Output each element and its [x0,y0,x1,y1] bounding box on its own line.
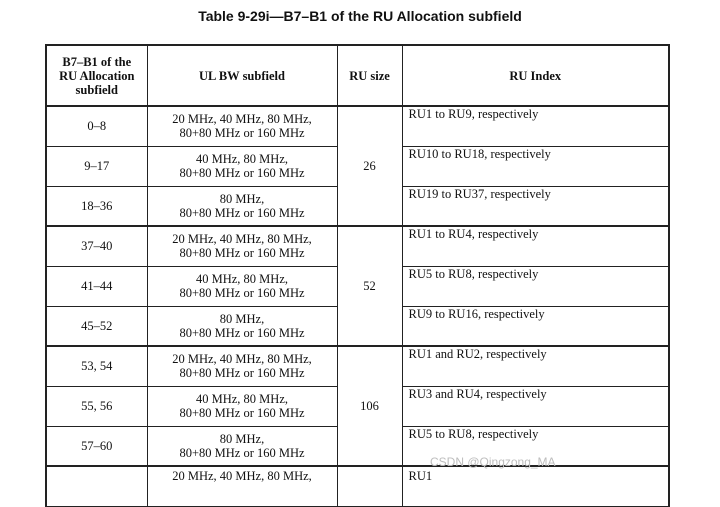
ul-bw-cell: 40 MHz, 80 MHz, 80+80 MHz or 160 MHz [147,146,337,186]
ru-index-cell: RU9 to RU16, respectively [402,306,669,346]
header-bits: B7–B1 of the RU Allocation subfield [46,45,147,106]
ru-index-cell: RU1 and RU2, respectively [402,346,669,386]
table-title: Table 9-29i—B7–B1 of the RU Allocation subfield [198,8,522,24]
ru-index-cell: RU5 to RU8, respectively [402,426,669,466]
ru-index-cell: RU19 to RU37, respectively [402,186,669,226]
ru-index-cell: RU1 [402,466,669,506]
header-ul-bw: UL BW subfield [147,45,337,106]
header-ru-size: RU size [337,45,402,106]
ul-bw-cell: 20 MHz, 40 MHz, 80 MHz, 80+80 MHz or 160 MHz [147,346,337,386]
ru-allocation-table [45,44,670,507]
ru-size-cell [337,466,402,506]
ru-index-cell: RU10 to RU18, respectively [402,146,669,186]
bits-cell: 0–8 [46,106,147,146]
ul-bw-cell: 80 MHz, 80+80 MHz or 160 MHz [147,426,337,466]
bits-cell: 41–44 [46,266,147,306]
header-row [46,45,669,106]
table-row [46,346,669,386]
bits-cell: 53, 54 [46,346,147,386]
ul-bw-cell: 20 MHz, 40 MHz, 80 MHz, 80+80 MHz or 160 MHz [147,106,337,146]
header-ru-index: RU Index [402,45,669,106]
ru-index-cell: RU5 to RU8, respectively [402,266,669,306]
bits-cell: 18–36 [46,186,147,226]
ru-size-cell: 26 [337,106,402,226]
ru-index-cell: RU3 and RU4, respectively [402,386,669,426]
bits-cell: 9–17 [46,146,147,186]
bits-cell: 37–40 [46,226,147,266]
ru-size-cell: 106 [337,346,402,466]
ru-index-cell: RU1 to RU9, respectively [402,106,669,146]
ul-bw-cell: 20 MHz, 40 MHz, 80 MHz, [147,466,337,506]
bits-cell: 57–60 [46,426,147,466]
ul-bw-cell: 40 MHz, 80 MHz, 80+80 MHz or 160 MHz [147,266,337,306]
ul-bw-cell: 40 MHz, 80 MHz, 80+80 MHz or 160 MHz [147,386,337,426]
bits-cell [46,466,147,506]
table-row-partial [46,466,669,506]
bits-cell: 55, 56 [46,386,147,426]
table-row [46,106,669,146]
table-row [46,226,669,266]
ul-bw-cell: 80 MHz, 80+80 MHz or 160 MHz [147,306,337,346]
ul-bw-cell: 20 MHz, 40 MHz, 80 MHz, 80+80 MHz or 160 MHz [147,226,337,266]
watermark-text: CSDN @Qingzong_MA [430,455,556,469]
bits-cell: 45–52 [46,306,147,346]
ru-size-cell: 52 [337,226,402,346]
ru-index-cell: RU1 to RU4, respectively [402,226,669,266]
ul-bw-cell: 80 MHz, 80+80 MHz or 160 MHz [147,186,337,226]
